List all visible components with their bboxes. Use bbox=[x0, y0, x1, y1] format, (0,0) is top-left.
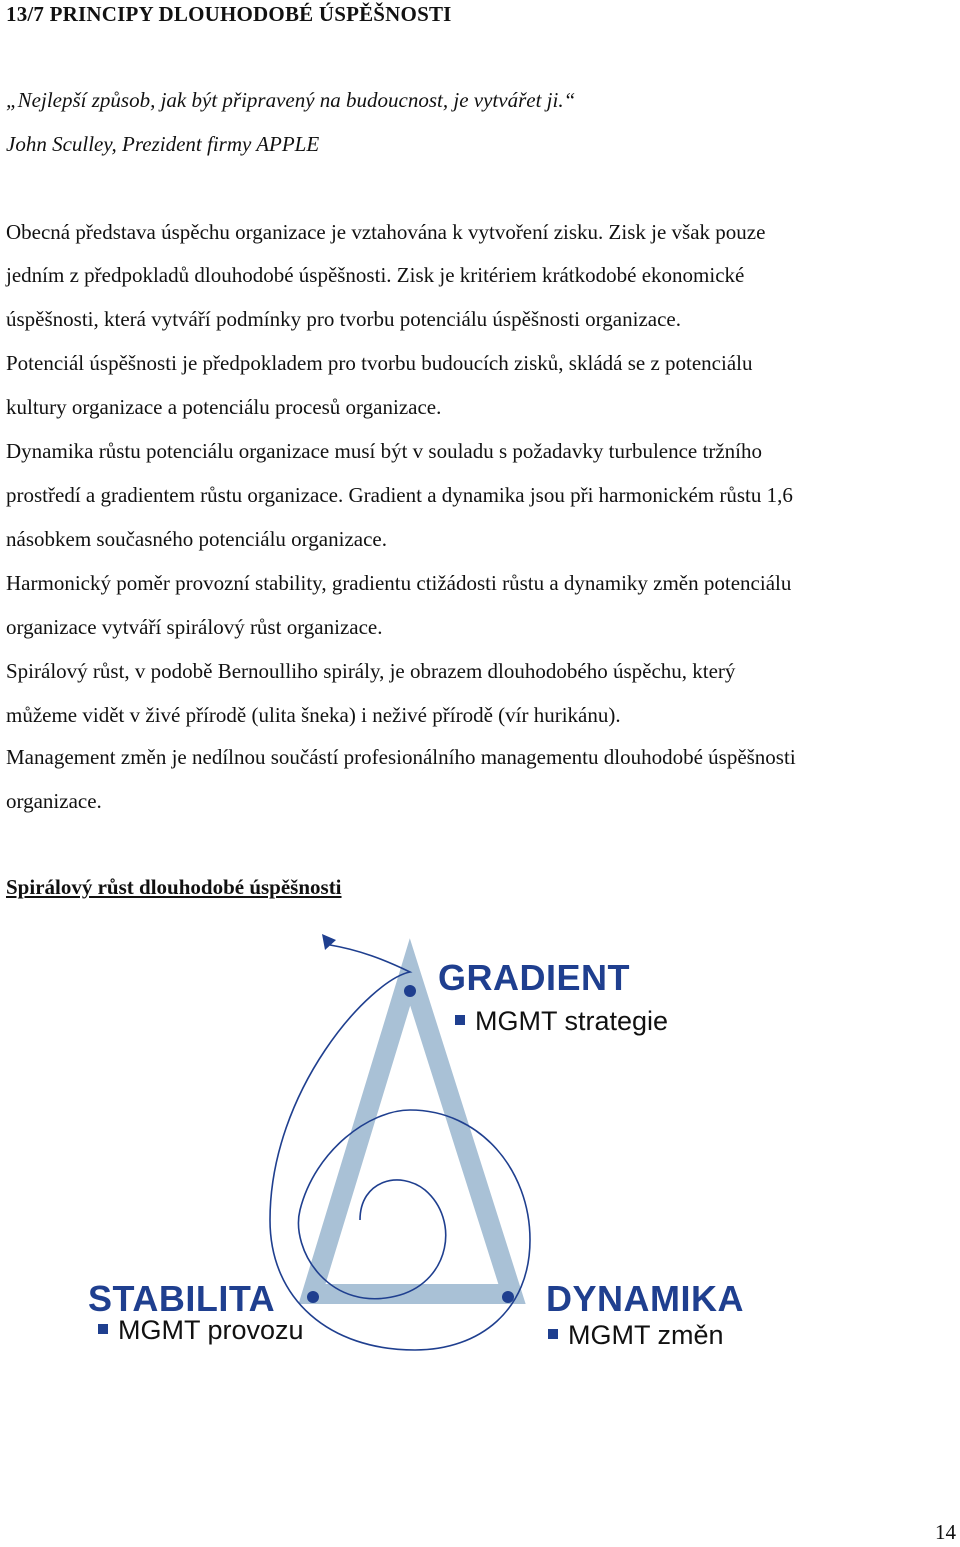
body-line: můžeme vidět v živé přírodě (ulita šneka) i neživé přírodě (vír hurikánu). bbox=[6, 703, 621, 727]
diagram-section-title: Spirálový růst dlouhodobé úspěšnosti bbox=[6, 875, 342, 899]
body-line: Obecná představa úspěchu organizace je vztahována k vytvoření zisku. Zisk je však pouze bbox=[6, 220, 766, 244]
page-number: 14 bbox=[935, 1520, 956, 1544]
body-line: Spirálový růst, v podobě Bernoulliho spirály, je obrazem dlouhodobého úspěchu, který bbox=[6, 659, 736, 683]
bullet-icon bbox=[98, 1324, 108, 1334]
body-line: jedním z předpokladů dlouhodobé úspěšnosti. Zisk je kritériem krátkodobé ekonomické bbox=[6, 263, 745, 287]
stabilita-item-label: MGMT provozu bbox=[118, 1315, 304, 1345]
body-line: kultury organizace a potenciálu procesů organizace. bbox=[6, 395, 442, 419]
body-line: Potenciál úspěšnosti je předpokladem pro tvorbu budoucích zisků, skládá se z potenciálu bbox=[6, 351, 753, 375]
dynamika-item-label: MGMT změn bbox=[568, 1320, 724, 1350]
body-line: úspěšnosti, která vytváří podmínky pro tvorbu potenciálu úspěšnosti organizace. bbox=[6, 307, 681, 331]
spiral-arrowhead bbox=[322, 934, 336, 950]
dynamika-title: DYNAMIKA bbox=[546, 1278, 744, 1319]
body-line: prostředí a gradientem růstu organizace. Gradient a dynamika jsou při harmonickém růstu 1,6 bbox=[6, 483, 793, 507]
gradient-item bbox=[455, 1006, 668, 1037]
dynamika-dot bbox=[502, 1291, 514, 1303]
gradient-item-label: MGMT strategie bbox=[475, 1006, 669, 1036]
body-line: organizace. bbox=[6, 789, 102, 813]
dynamika-item bbox=[548, 1320, 724, 1351]
stabilita-item bbox=[98, 1315, 304, 1346]
bullet-icon bbox=[455, 1015, 465, 1025]
gradient-title: GRADIENT bbox=[438, 957, 630, 998]
body-line: násobkem současného potenciálu organizace. bbox=[6, 527, 387, 551]
body-line: Harmonický poměr provozní stability, gradientu ctižádosti růstu a dynamiky změn potenciálu bbox=[6, 571, 792, 595]
quote-text: „Nejlepší způsob, jak být připravený na budoucnost, je vytvářet ji.“ bbox=[6, 88, 576, 112]
body-line: Management změn je nedílnou součástí profesionálního managementu dlouhodobé úspěšnosti bbox=[6, 745, 796, 769]
body-line: Dynamika růstu potenciálu organizace musí být v souladu s požadavky turbulence tržního bbox=[6, 439, 762, 463]
quote-author: John Sculley, Prezident firmy APPLE bbox=[6, 132, 320, 156]
section-heading: 13/7 PRINCIPY DLOUHODOBÉ ÚSPĚŠNOSTI bbox=[6, 2, 452, 26]
gradient-dot bbox=[404, 985, 416, 997]
stabilita-dot bbox=[307, 1291, 319, 1303]
stabilita-title: STABILITA bbox=[88, 1278, 276, 1319]
bullet-icon bbox=[548, 1329, 558, 1339]
body-line: organizace vytváří spirálový růst organizace. bbox=[6, 615, 383, 639]
